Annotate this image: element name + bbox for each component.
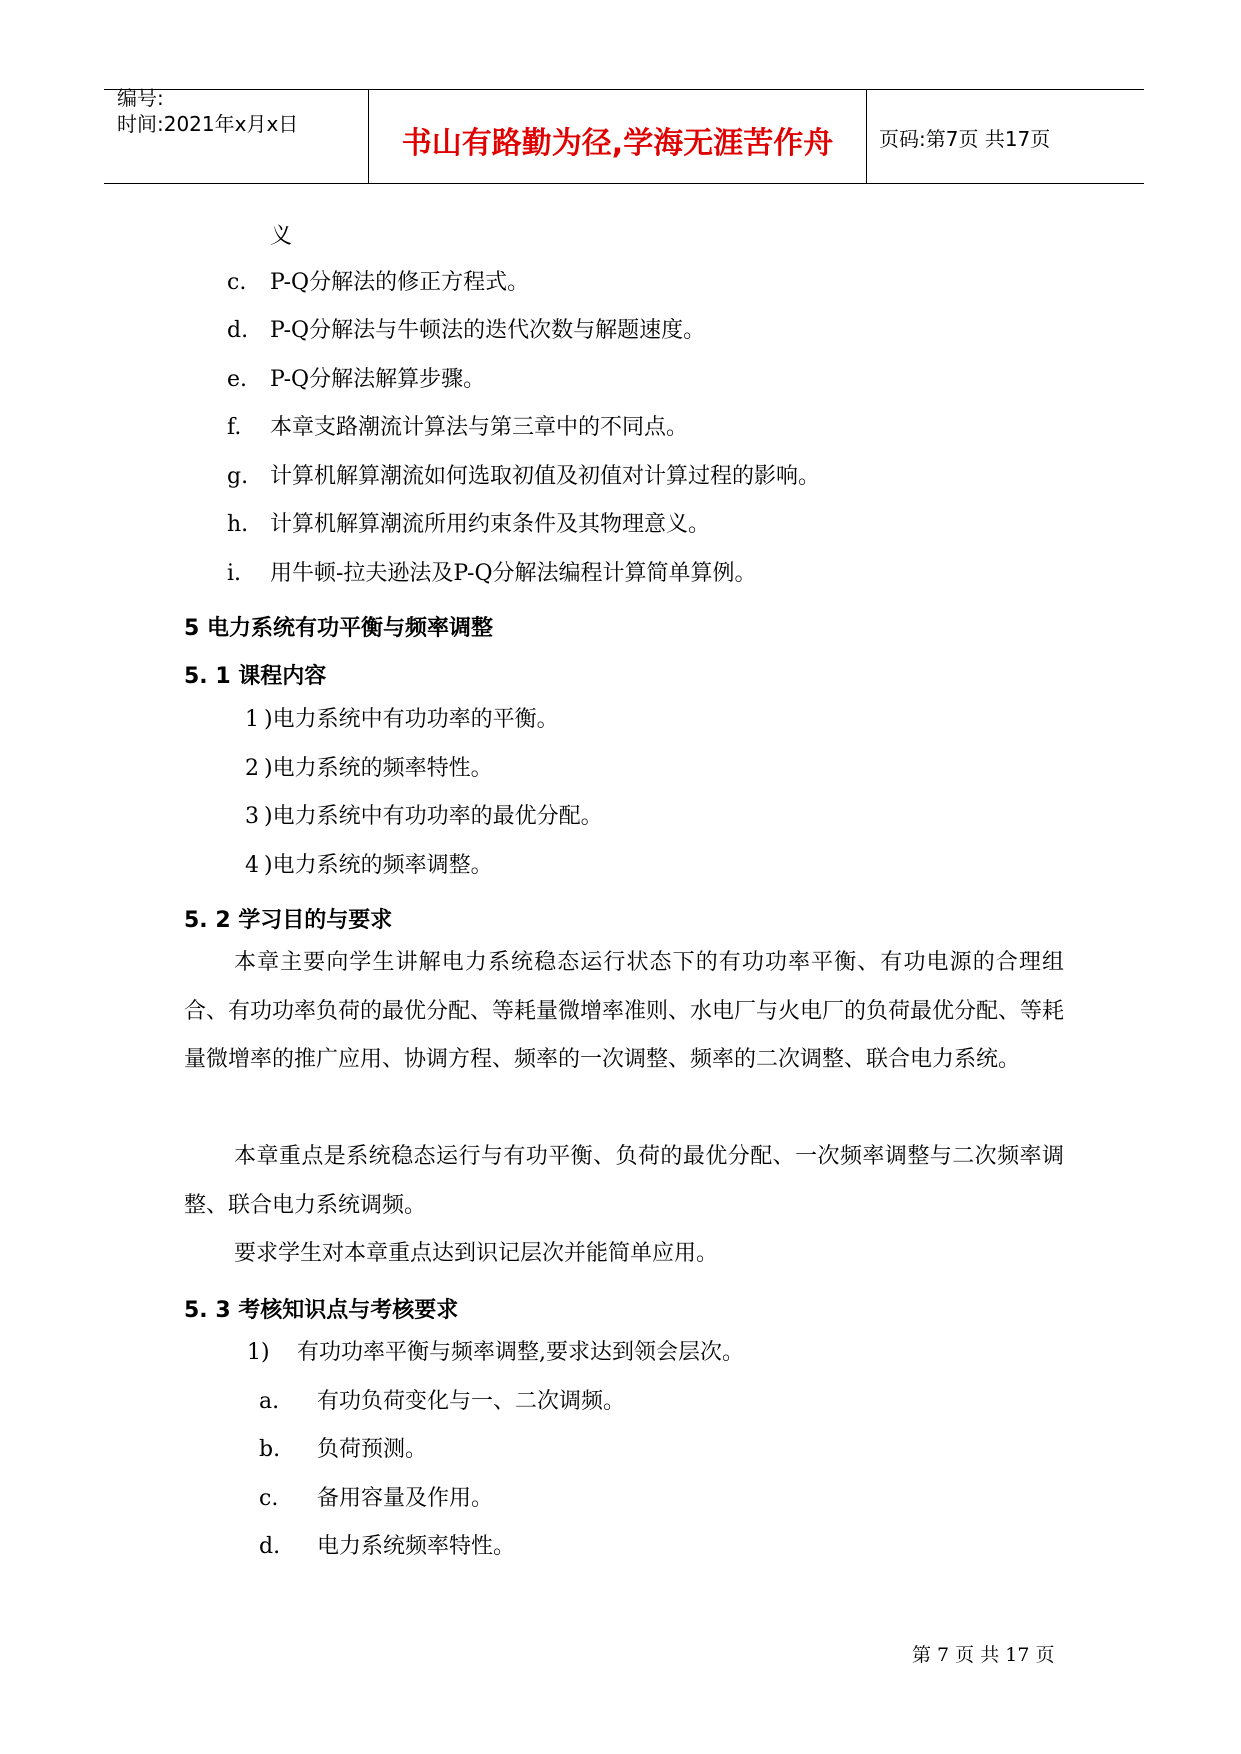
list-marker: 1)	[247, 1340, 270, 1365]
list-marker: 1	[245, 707, 259, 732]
list-item-text: 计算机解算潮流如何选取初值及初值对计算过程的影响。	[270, 464, 821, 489]
list-marker: h.	[227, 512, 249, 537]
header-page-info: 页码:第7页 共17页	[879, 127, 1051, 151]
list-marker: d.	[227, 318, 249, 343]
list-item-text: )电力系统的频率调整。	[264, 853, 493, 878]
list-item-text: 有功负荷变化与一、二次调频。	[317, 1389, 626, 1414]
list-item-text: 负荷预测。	[317, 1437, 428, 1462]
list-item-text: P-Q分解法与牛顿法的迭代次数与解题速度。	[270, 318, 706, 343]
paragraph: 本章主要向学生讲解电力系统稳态运行状态下的有功功率平衡、有功电源的合理组合、有功功率负荷的最优分配、等耗量微增率准则、水电厂与火电厂的负荷最优分配、等耗量微增率的推广应用、协调方程、频率的一次调整、频率的二次调整、联合电力系统。	[184, 950, 1065, 1072]
subsection-heading: 5. 1 课程内容	[184, 664, 327, 689]
list-marker: 2	[245, 756, 259, 781]
page-header	[104, 86, 1144, 184]
header-motto-cell	[369, 90, 867, 183]
list-item-text: )电力系统中有功功率的最优分配。	[264, 804, 603, 829]
list-marker: 3	[245, 804, 259, 829]
list-marker: b.	[259, 1437, 281, 1462]
list-marker: c.	[227, 270, 247, 295]
number-label: 编号:	[117, 86, 164, 110]
list-item-text: 用牛顿-拉夫逊法及P-Q分解法编程计算简单算例。	[270, 561, 757, 586]
list-item-text: P-Q分解法解算步骤。	[270, 367, 486, 392]
header-page-cell	[867, 90, 1144, 183]
list-marker: d.	[259, 1534, 281, 1559]
subsection-heading: 5. 3 考核知识点与考核要求	[184, 1298, 459, 1323]
list-item-text: P-Q分解法的修正方程式。	[270, 270, 530, 295]
section-heading: 5 电力系统有功平衡与频率调整	[184, 616, 493, 641]
list-item-text: 计算机解算潮流所用约束条件及其物理意义。	[270, 512, 711, 537]
list-item-text: )电力系统的频率特性。	[264, 756, 493, 781]
list-item-text: 电力系统频率特性。	[317, 1534, 516, 1559]
list-marker: e.	[227, 367, 248, 392]
list-item-text: )电力系统中有功功率的平衡。	[264, 707, 559, 732]
page-footer: 第 7 页 共 17 页	[912, 1644, 1055, 1666]
header-info-cell	[104, 86, 369, 183]
list-marker: f.	[227, 415, 242, 440]
list-item-text: 备用容量及作用。	[317, 1486, 494, 1511]
list-item-text: 本章支路潮流计算法与第三章中的不同点。	[270, 415, 689, 440]
motto: 书山有路勤为径,学海无涯苦作舟	[401, 126, 834, 161]
paragraph: 要求学生对本章重点达到识记层次并能简单应用。	[234, 1241, 719, 1266]
paragraph: 本章重点是系统稳态运行与有功平衡、负荷的最优分配、一次频率调整与二次频率调整、联合电力系统调频。	[184, 1144, 1064, 1218]
time-label: 时间:2021年x月x日	[117, 112, 299, 136]
list-marker: g.	[227, 464, 249, 489]
continuation-text: 义	[270, 224, 293, 249]
list-marker: i.	[227, 561, 242, 586]
list-marker: 4	[245, 853, 259, 878]
list-item-text: 有功功率平衡与频率调整,要求达到领会层次。	[297, 1340, 744, 1365]
list-marker: c.	[259, 1486, 279, 1511]
list-marker: a.	[259, 1389, 280, 1414]
subsection-heading: 5. 2 学习目的与要求	[184, 908, 393, 933]
